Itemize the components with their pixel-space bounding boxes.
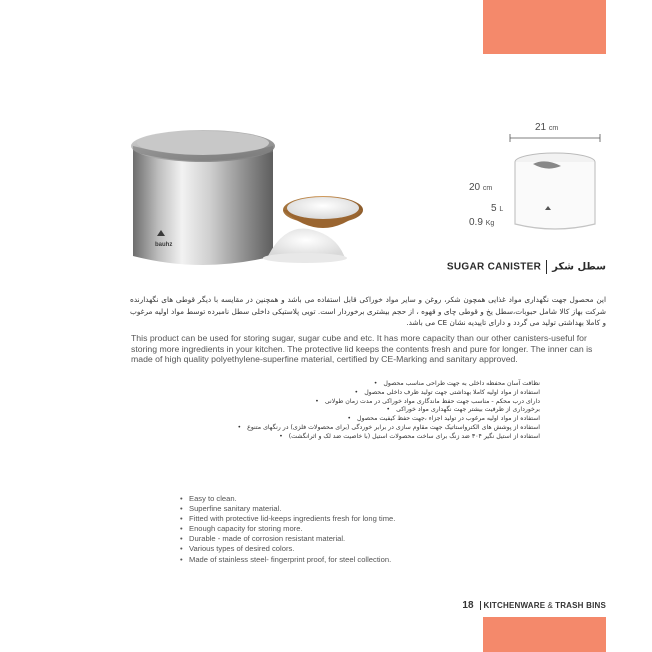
product-title-fa: سطل شکر bbox=[552, 261, 606, 273]
svg-text:bauhz: bauhz bbox=[155, 242, 173, 248]
list-item: برخورداری از ظرفیت بیشتر جهت نگهداری مواد خوراکی • bbox=[386, 406, 540, 415]
description-fa: این محصول جهت نگهداری مواد غذایی همچون شکر، روغن و سایر مواد خوراکی قابل استفاده می باشد و همچنین در مقایسه با دیگر قوطی های نگهدارنده شرکت بهاز کالا شامل حبوبات،سطل یخ و قوطی چای و قهوه ، از حجم بیشتری برخوردار است. تویی پلاستیکی داخلی سطل نامبرده توسط مواد اولیه مرغوب و کاملا بهداشتی تولید می گردد و دارای تاییدیه نشان CE می باشد. bbox=[130, 295, 606, 327]
page-number: 18 bbox=[462, 600, 474, 611]
page-footer bbox=[430, 600, 606, 611]
height-label: 20 cm bbox=[469, 182, 493, 193]
product-title bbox=[436, 258, 606, 276]
list-item: استفاده از مواد اولیه کاملا بهداشتی جهت تولید ظرف داخلی محصول • bbox=[355, 389, 540, 398]
product-image bbox=[125, 118, 365, 278]
footer-divider bbox=[480, 601, 481, 610]
list-item: • Durable - made of corrosion resistant material. bbox=[180, 534, 395, 544]
list-item: • Various types of desired colors. bbox=[180, 544, 395, 554]
features-fa-list bbox=[180, 380, 540, 442]
list-item: استفاده از پوشش های الکترواستاتیک جهت مقاوم سازی در برابر خوردگی (برای محصولات فلزی) در رنگهای متنوع • bbox=[238, 424, 540, 433]
width-label: 21 cm bbox=[535, 122, 559, 133]
list-item: • Made of stainless steel- fingerprint proof, for steel collection. bbox=[180, 555, 395, 565]
top-accent-bar bbox=[483, 0, 606, 54]
features-en-list bbox=[180, 494, 395, 565]
section-name-a: KITCHENWARE bbox=[483, 601, 546, 610]
description-en: This product can be used for storing sugar, sugar cube and etc. It has more capacity than our other canisters-useful for storing more ingredients in your kitchen. The protective lid keeps the contents fresh and pure for longer. The inner can is made of high quality polyethylene-superfine material, certified by CE-Marking and sanitary approved. bbox=[131, 333, 593, 365]
section-name-b: TRASH BINS bbox=[555, 601, 606, 610]
list-item: • Fitted with protective lid-keeps ingredients fresh for long time. bbox=[180, 514, 395, 524]
product-title-en: SUGAR CANISTER bbox=[446, 261, 542, 273]
list-item: نظافت آسان محفظه داخلی به جهت طراحی مناسب محصول • bbox=[374, 380, 540, 389]
title-divider bbox=[546, 260, 547, 274]
dimension-diagram bbox=[469, 120, 605, 240]
capacity-label: 5 L bbox=[491, 203, 504, 214]
bottom-accent-bar bbox=[483, 617, 606, 652]
weight-label: 0.9 Kg bbox=[469, 217, 495, 228]
list-item: • Enough capacity for storing more. bbox=[180, 524, 395, 534]
list-item: استفاده از استیل نگیر ۳۰۴ ضد زنگ برای ساخت محصولات استیل (با خاصیت ضد لک و اثرانگشت) • bbox=[279, 433, 540, 442]
section-amp: & bbox=[547, 601, 553, 610]
canister-outline-drawing bbox=[505, 134, 605, 240]
list-item: دارای درب محکم - مناسب جهت حفظ ماندگاری مواد خوراکی در مدت زمان طولانی • bbox=[315, 398, 540, 407]
list-item: • Superfine sanitary material. bbox=[180, 504, 395, 514]
list-item: استفاده از مواد اولیه مرغوب در تولید اجزاء ،جهت حفظ کیفیت محصول • bbox=[347, 415, 540, 424]
list-item: • Easy to clean. bbox=[180, 494, 395, 504]
